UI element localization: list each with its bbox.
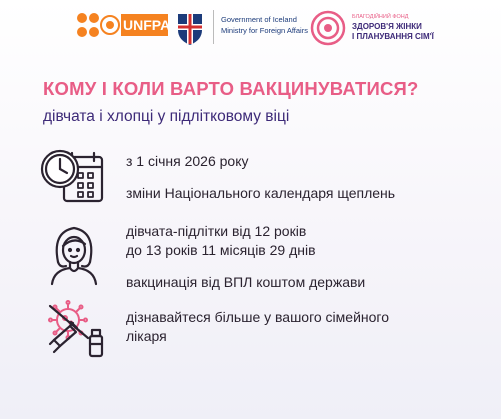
item-age (126, 222, 316, 260)
item-ask-doctor (126, 308, 389, 346)
header-logos (0, 0, 501, 58)
item-calendar-change-text: зміни Національного календаря щеплень (126, 185, 396, 201)
iceland-logo (175, 10, 308, 51)
iceland-line2: Ministry for Foreign Affairs (221, 26, 308, 35)
girl-icon (46, 222, 102, 286)
fund-line3: І ПЛАНУВАННЯ СІМ'Ї (352, 32, 434, 41)
item-date (126, 152, 248, 171)
page-title: КОМУ І КОЛИ ВАРТО ВАКЦИНУВАТИСЯ? (43, 78, 419, 99)
page-subtitle: дівчата і хлопці у підлітковому віці (43, 108, 290, 125)
fund-line2: ЗДОРОВ'Я ЖІНКИ (352, 22, 422, 31)
item-ask-doctor-line1: дізнавайтеся більше у вашого сімейного (126, 309, 390, 325)
item-calendar-change (126, 184, 395, 203)
item-age-line1: дівчата-підлітки від 12 років (126, 223, 307, 239)
fund-emblem-icon (310, 10, 346, 46)
item-ask-doctor-line2: лікаря (126, 328, 167, 344)
unfpa-text: UNFPA (123, 17, 171, 33)
hpv-vaccine-icon (40, 298, 110, 360)
iceland-coat-of-arms-icon (175, 10, 205, 46)
iceland-line1: Government of Iceland (221, 15, 297, 24)
item-age-line2: до 13 років 11 місяців 29 днів (126, 242, 316, 258)
item-free-vaccine (126, 273, 365, 292)
fund-line1: БЛАГОДІЙНИЙ ФОНД (352, 14, 409, 20)
unfpa-logo (75, 10, 170, 49)
fund-logo (310, 10, 434, 51)
item-free-vaccine-text: вакцинація від ВПЛ коштом держави (126, 274, 366, 290)
clock-calendar-icon (38, 145, 106, 205)
item-date-text: з 1 січня 2026 року (126, 153, 249, 169)
